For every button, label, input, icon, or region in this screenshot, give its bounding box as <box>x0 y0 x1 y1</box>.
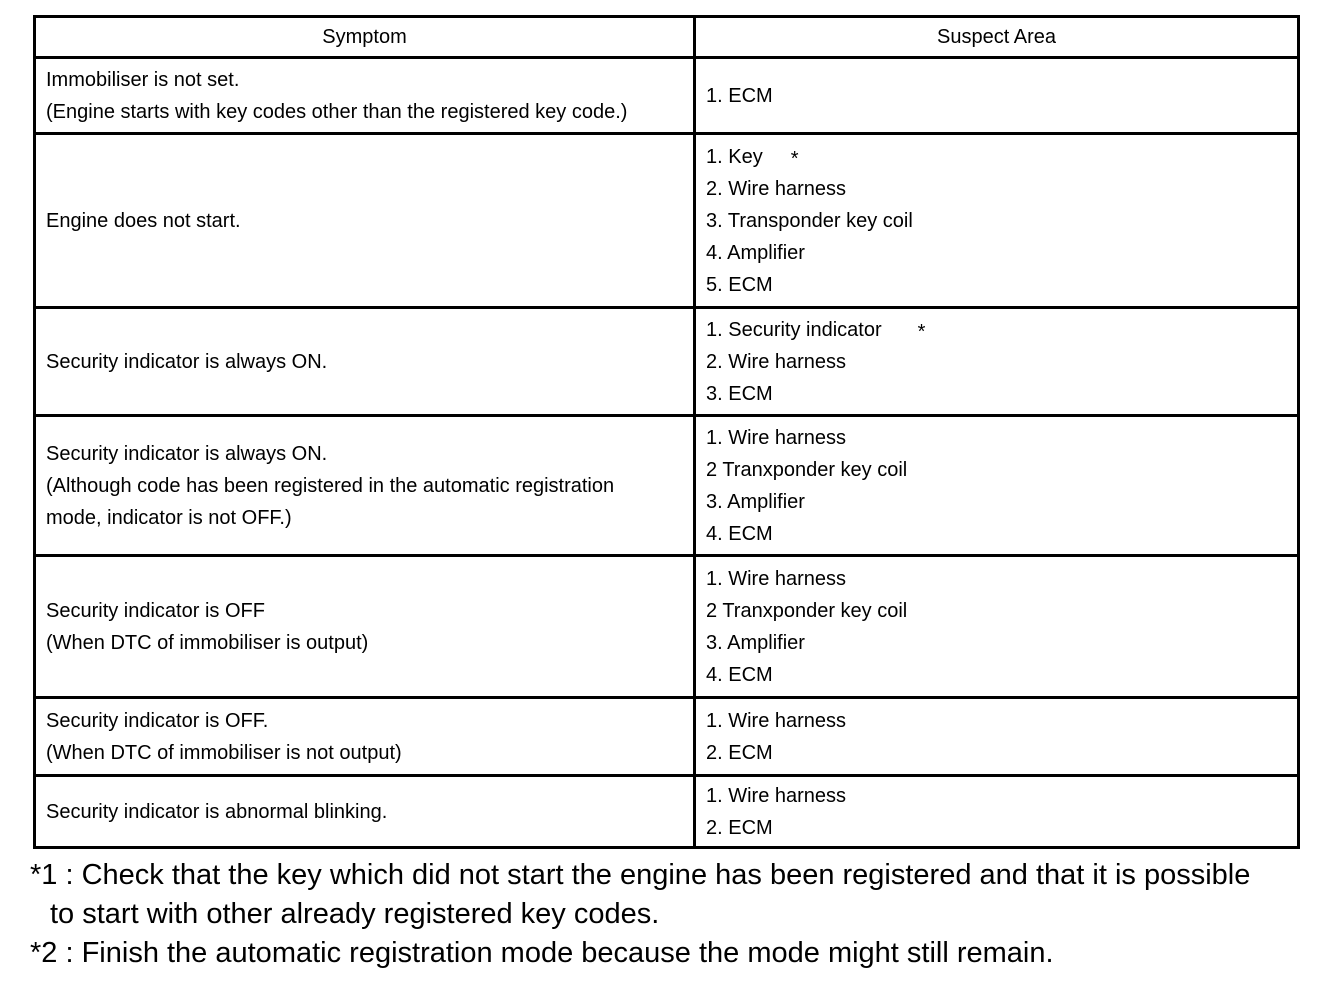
header-symptom: Symptom <box>35 17 695 58</box>
suspect-area-item: 1. Wire harness <box>706 567 847 590</box>
suspect-area-item: 4. Amplifier <box>706 241 805 264</box>
symptom-line: Security indicator is abnormal blinking. <box>46 800 388 823</box>
symptom-cell <box>35 556 695 698</box>
suspect-area-item: 1. Wire harness <box>706 709 847 732</box>
symptom-cell <box>35 134 695 308</box>
note-mark: * <box>790 147 799 170</box>
symptom-cell <box>35 308 695 416</box>
table-row <box>35 556 1299 698</box>
footnote-2-line-1: *2 : Finish the automatic registration mode because the mode might still remain. <box>30 937 1054 969</box>
symptom-line: (Although code has been registered in the automatic registration <box>46 474 615 497</box>
suspect-area-cell <box>695 134 1299 308</box>
footnote-1-line-2: to start with other already registered key codes. <box>50 898 660 930</box>
symptom-cell <box>35 416 695 556</box>
suspect-area-cell <box>695 416 1299 556</box>
symptom-cell <box>35 58 695 134</box>
note-mark: * <box>917 320 926 343</box>
table-header-row <box>35 17 1299 58</box>
suspect-area-item: 2. ECM <box>706 741 773 764</box>
suspect-area-cell <box>695 776 1299 848</box>
table-row <box>35 698 1299 776</box>
suspect-area-item: 2. Wire harness <box>706 177 847 200</box>
suspect-area-item: 1. Security indicator * <box>706 314 1287 346</box>
header-suspect-area: Suspect Area <box>695 17 1299 58</box>
symptom-line: Security indicator is always ON. <box>46 442 328 465</box>
suspect-area-item: 4. ECM <box>706 663 773 686</box>
symptom-line: (When DTC of immobiliser is not output) <box>46 741 402 764</box>
suspect-area-item: 5. ECM <box>706 273 773 296</box>
symptom-line: Security indicator is OFF. <box>46 709 269 732</box>
symptom-line: Engine does not start. <box>46 209 241 232</box>
suspect-area-item: 2. Wire harness <box>706 350 847 373</box>
suspect-area-cell <box>695 556 1299 698</box>
suspect-area-cell <box>695 698 1299 776</box>
suspect-area-item: 3. Transponder key coil <box>706 209 913 232</box>
symptom-line: Security indicator is always ON. <box>46 350 328 373</box>
table-row <box>35 134 1299 308</box>
suspect-area-item: 3. Amplifier <box>706 631 805 654</box>
suspect-area-item: 1. Wire harness <box>706 426 847 449</box>
symptom-line: (Engine starts with key codes other than the registered key code.) <box>46 100 628 123</box>
symptom-line: (When DTC of immobiliser is output) <box>46 631 369 654</box>
troubleshooting-table <box>33 15 1300 849</box>
footnotes <box>30 856 1330 973</box>
suspect-area-cell <box>695 308 1299 416</box>
symptom-cell <box>35 698 695 776</box>
table-row <box>35 58 1299 134</box>
suspect-area-item: 3. ECM <box>706 382 773 405</box>
suspect-area-item: 2. ECM <box>706 816 773 839</box>
symptom-cell <box>35 776 695 848</box>
table-row <box>35 776 1299 848</box>
suspect-area-item: 4. ECM <box>706 522 773 545</box>
suspect-area-item: 1. Key * <box>706 141 1287 173</box>
suspect-area-item: 3. Amplifier <box>706 490 805 513</box>
symptom-line: Security indicator is OFF <box>46 599 265 622</box>
suspect-area-item: 2 Tranxponder key coil <box>706 458 908 481</box>
footnote-1-line-1: *1 : Check that the key which did not start the engine has been registered and that it is possible <box>30 859 1251 891</box>
suspect-area-item: 1. ECM <box>706 84 773 107</box>
table-row <box>35 416 1299 556</box>
symptom-line: Immobiliser is not set. <box>46 68 240 91</box>
suspect-area-item: 1. Wire harness <box>706 784 847 807</box>
table-row <box>35 308 1299 416</box>
suspect-area-item: 2 Tranxponder key coil <box>706 599 908 622</box>
suspect-area-cell <box>695 58 1299 134</box>
symptom-line: mode, indicator is not OFF.) <box>46 506 292 529</box>
